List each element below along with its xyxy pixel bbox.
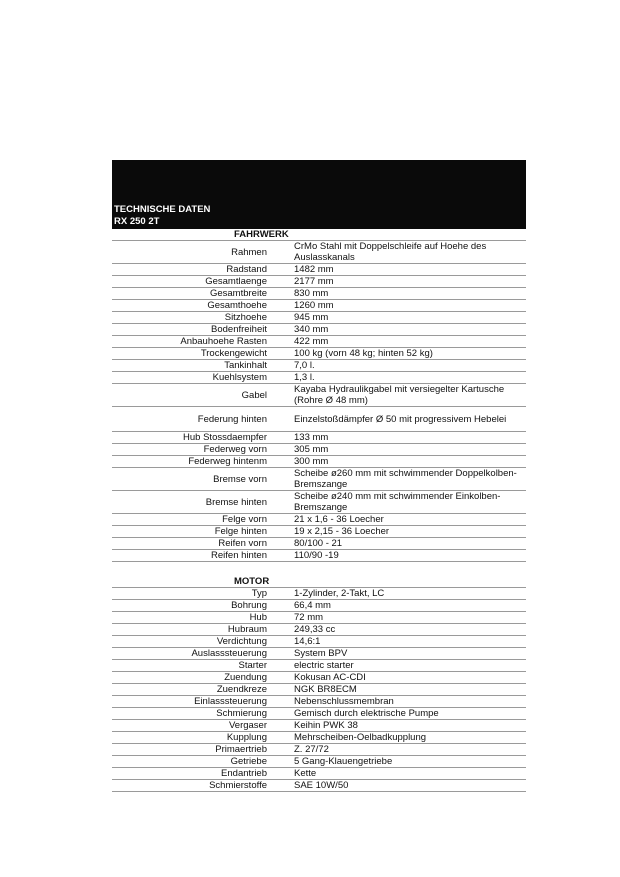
spec-label: Reifen vorn [218, 538, 267, 549]
spec-value: System BPV [294, 648, 348, 659]
model-name: RX 250 2T [114, 216, 160, 227]
spec-row [112, 276, 526, 288]
spec-value: 1,3 l. [294, 372, 315, 383]
spec-label: Einlasssteuerung [194, 696, 267, 707]
spec-row [112, 324, 526, 336]
spec-value: NGK BR8ECM [294, 684, 357, 695]
spec-row [112, 756, 526, 768]
spec-value: 945 mm [294, 312, 329, 323]
spec-row [112, 708, 526, 720]
spec-label: Bremse hinten [205, 496, 267, 508]
spec-row [112, 384, 526, 407]
spec-row [112, 514, 526, 526]
spec-row [112, 600, 526, 612]
spec-row [112, 780, 526, 792]
spec-row [112, 550, 526, 562]
spec-row [112, 696, 526, 708]
spec-value: 72 mm [294, 612, 324, 623]
spec-value: 1260 mm [294, 300, 334, 311]
spec-value: Kette [294, 768, 317, 779]
spec-row [112, 732, 526, 744]
spec-value: Kokusan AC-CDI [294, 672, 366, 683]
spec-value: 830 mm [294, 288, 329, 299]
spec-label: Bremse vorn [213, 473, 267, 485]
spec-row [112, 360, 526, 372]
spec-row [112, 456, 526, 468]
spec-sheet [112, 160, 526, 792]
spec-label: Vergaser [228, 720, 267, 731]
spec-row [112, 636, 526, 648]
spec-row [112, 348, 526, 360]
spec-row [112, 538, 526, 550]
spec-row [112, 588, 526, 600]
spec-row [112, 720, 526, 732]
spec-label: Federweg hintenm [188, 456, 267, 467]
section-title: MOTOR [112, 576, 526, 588]
spec-row [112, 444, 526, 456]
section-title: FAHRWERK [112, 229, 526, 241]
spec-value: Mehrscheiben-Oelbadkupplung [294, 732, 427, 743]
spec-label: Tankinhalt [224, 360, 267, 371]
spec-label: Zuendung [224, 672, 267, 683]
spec-label: Endantrieb [221, 768, 267, 779]
sheet-title: TECHNISCHE DATEN [114, 204, 211, 215]
spec-row [112, 241, 526, 264]
spec-row [112, 660, 526, 672]
section-spacer [112, 562, 526, 576]
spec-label: Hub Stossdaempfer [183, 432, 267, 443]
spec-value: 249,33 cc [294, 624, 336, 635]
spec-value: 110/90 -19 [294, 550, 339, 561]
spec-value: 100 kg (vorn 48 kg; hinten 52 kg) [294, 348, 433, 359]
spec-value: 14,6:1 [294, 636, 321, 647]
spec-value: 1482 mm [294, 264, 334, 275]
spec-value: 80/100 - 21 [294, 538, 343, 549]
spec-label: Sitzhoehe [224, 312, 267, 323]
spec-row [112, 432, 526, 444]
spec-label: Hubraum [227, 624, 267, 635]
spec-value: CrMo Stahl mit Doppelschleife auf Hoehe des Auslasskanals [294, 241, 487, 263]
spec-row [112, 648, 526, 660]
spec-value: 5 Gang-Klauengetriebe [294, 756, 393, 767]
spec-row [112, 288, 526, 300]
spec-label: Gesamtlaenge [205, 276, 267, 287]
spec-value: 300 mm [294, 456, 329, 467]
spec-value: 7,0 l. [294, 360, 315, 371]
spec-row [112, 468, 526, 491]
spec-row [112, 264, 526, 276]
spec-value: Einzelstoßdämpfer Ø 50 mit progressivem Hebelei [294, 413, 507, 425]
spec-value: electric starter [294, 660, 354, 671]
spec-value: Gemisch durch elektrische Pumpe [294, 708, 439, 719]
spec-value: SAE 10W/50 [294, 780, 349, 791]
spec-value: 21 x 1,6 - 36 Loecher [294, 514, 384, 525]
spec-label: Starter [238, 660, 267, 671]
spec-label: Schmierstoffe [209, 780, 267, 791]
spec-value: Z. 27/72 [294, 744, 329, 755]
spec-value: Scheibe ø240 mm mit schwimmender Einkolben-Bremszange [294, 491, 501, 513]
spec-value: Keihin PWK 38 [294, 720, 358, 731]
spec-label: Gabel [241, 389, 267, 401]
spec-value: 305 mm [294, 444, 329, 455]
spec-sections [112, 229, 526, 792]
spec-value: Kayaba Hydraulikgabel mit versiegelter Kartusche (Rohre Ø 48 mm) [294, 384, 505, 406]
spec-label: Bodenfreiheit [211, 324, 267, 335]
spec-label: Federung hinten [197, 413, 267, 425]
spec-label: Hub [249, 612, 267, 623]
spec-label: Kupplung [226, 732, 267, 743]
spec-label: Rahmen [231, 246, 267, 258]
spec-label: Federweg vorn [203, 444, 267, 455]
sheet-header [112, 160, 526, 229]
spec-row [112, 624, 526, 636]
spec-row [112, 768, 526, 780]
spec-value: 66,4 mm [294, 600, 331, 611]
spec-row [112, 336, 526, 348]
spec-label: Anbauhoehe Rasten [180, 336, 267, 347]
spec-label: Felge hinten [214, 526, 267, 537]
spec-value: 19 x 2,15 - 36 Loecher [294, 526, 390, 537]
spec-label: Typ [251, 588, 267, 599]
spec-label: Zuendkreze [216, 684, 267, 695]
spec-row [112, 372, 526, 384]
spec-label: Verdichtung [216, 636, 267, 647]
spec-row [112, 526, 526, 538]
spec-label: Reifen hinten [211, 550, 267, 561]
spec-value: 422 mm [294, 336, 329, 347]
spec-label: Gesamtbreite [209, 288, 267, 299]
spec-row [112, 312, 526, 324]
spec-label: Getriebe [230, 756, 267, 767]
spec-label: Schmierung [216, 708, 267, 719]
spec-label: Gesamthoehe [207, 300, 267, 311]
spec-value: Scheibe ø260 mm mit schwimmender Doppelkolben-Bremszange [294, 468, 517, 490]
spec-row [112, 491, 526, 514]
spec-value: 2177 mm [294, 276, 334, 287]
spec-value: 340 mm [294, 324, 329, 335]
spec-label: Kuehlsystem [212, 372, 267, 383]
spec-label: Felge vorn [222, 514, 267, 525]
spec-label: Trockengewicht [200, 348, 267, 359]
spec-row [112, 300, 526, 312]
spec-value: Nebenschlussmembran [294, 696, 394, 707]
spec-row [112, 744, 526, 756]
spec-row [112, 684, 526, 696]
spec-label: Bohrung [231, 600, 267, 611]
spec-label: Auslasssteuerung [191, 648, 267, 659]
spec-label: Radstand [226, 264, 267, 275]
spec-row [112, 407, 526, 432]
spec-row [112, 612, 526, 624]
spec-row [112, 672, 526, 684]
spec-value: 133 mm [294, 432, 329, 443]
spec-label: Primaertrieb [215, 744, 267, 755]
spec-value: 1-Zylinder, 2-Takt, LC [294, 588, 385, 599]
